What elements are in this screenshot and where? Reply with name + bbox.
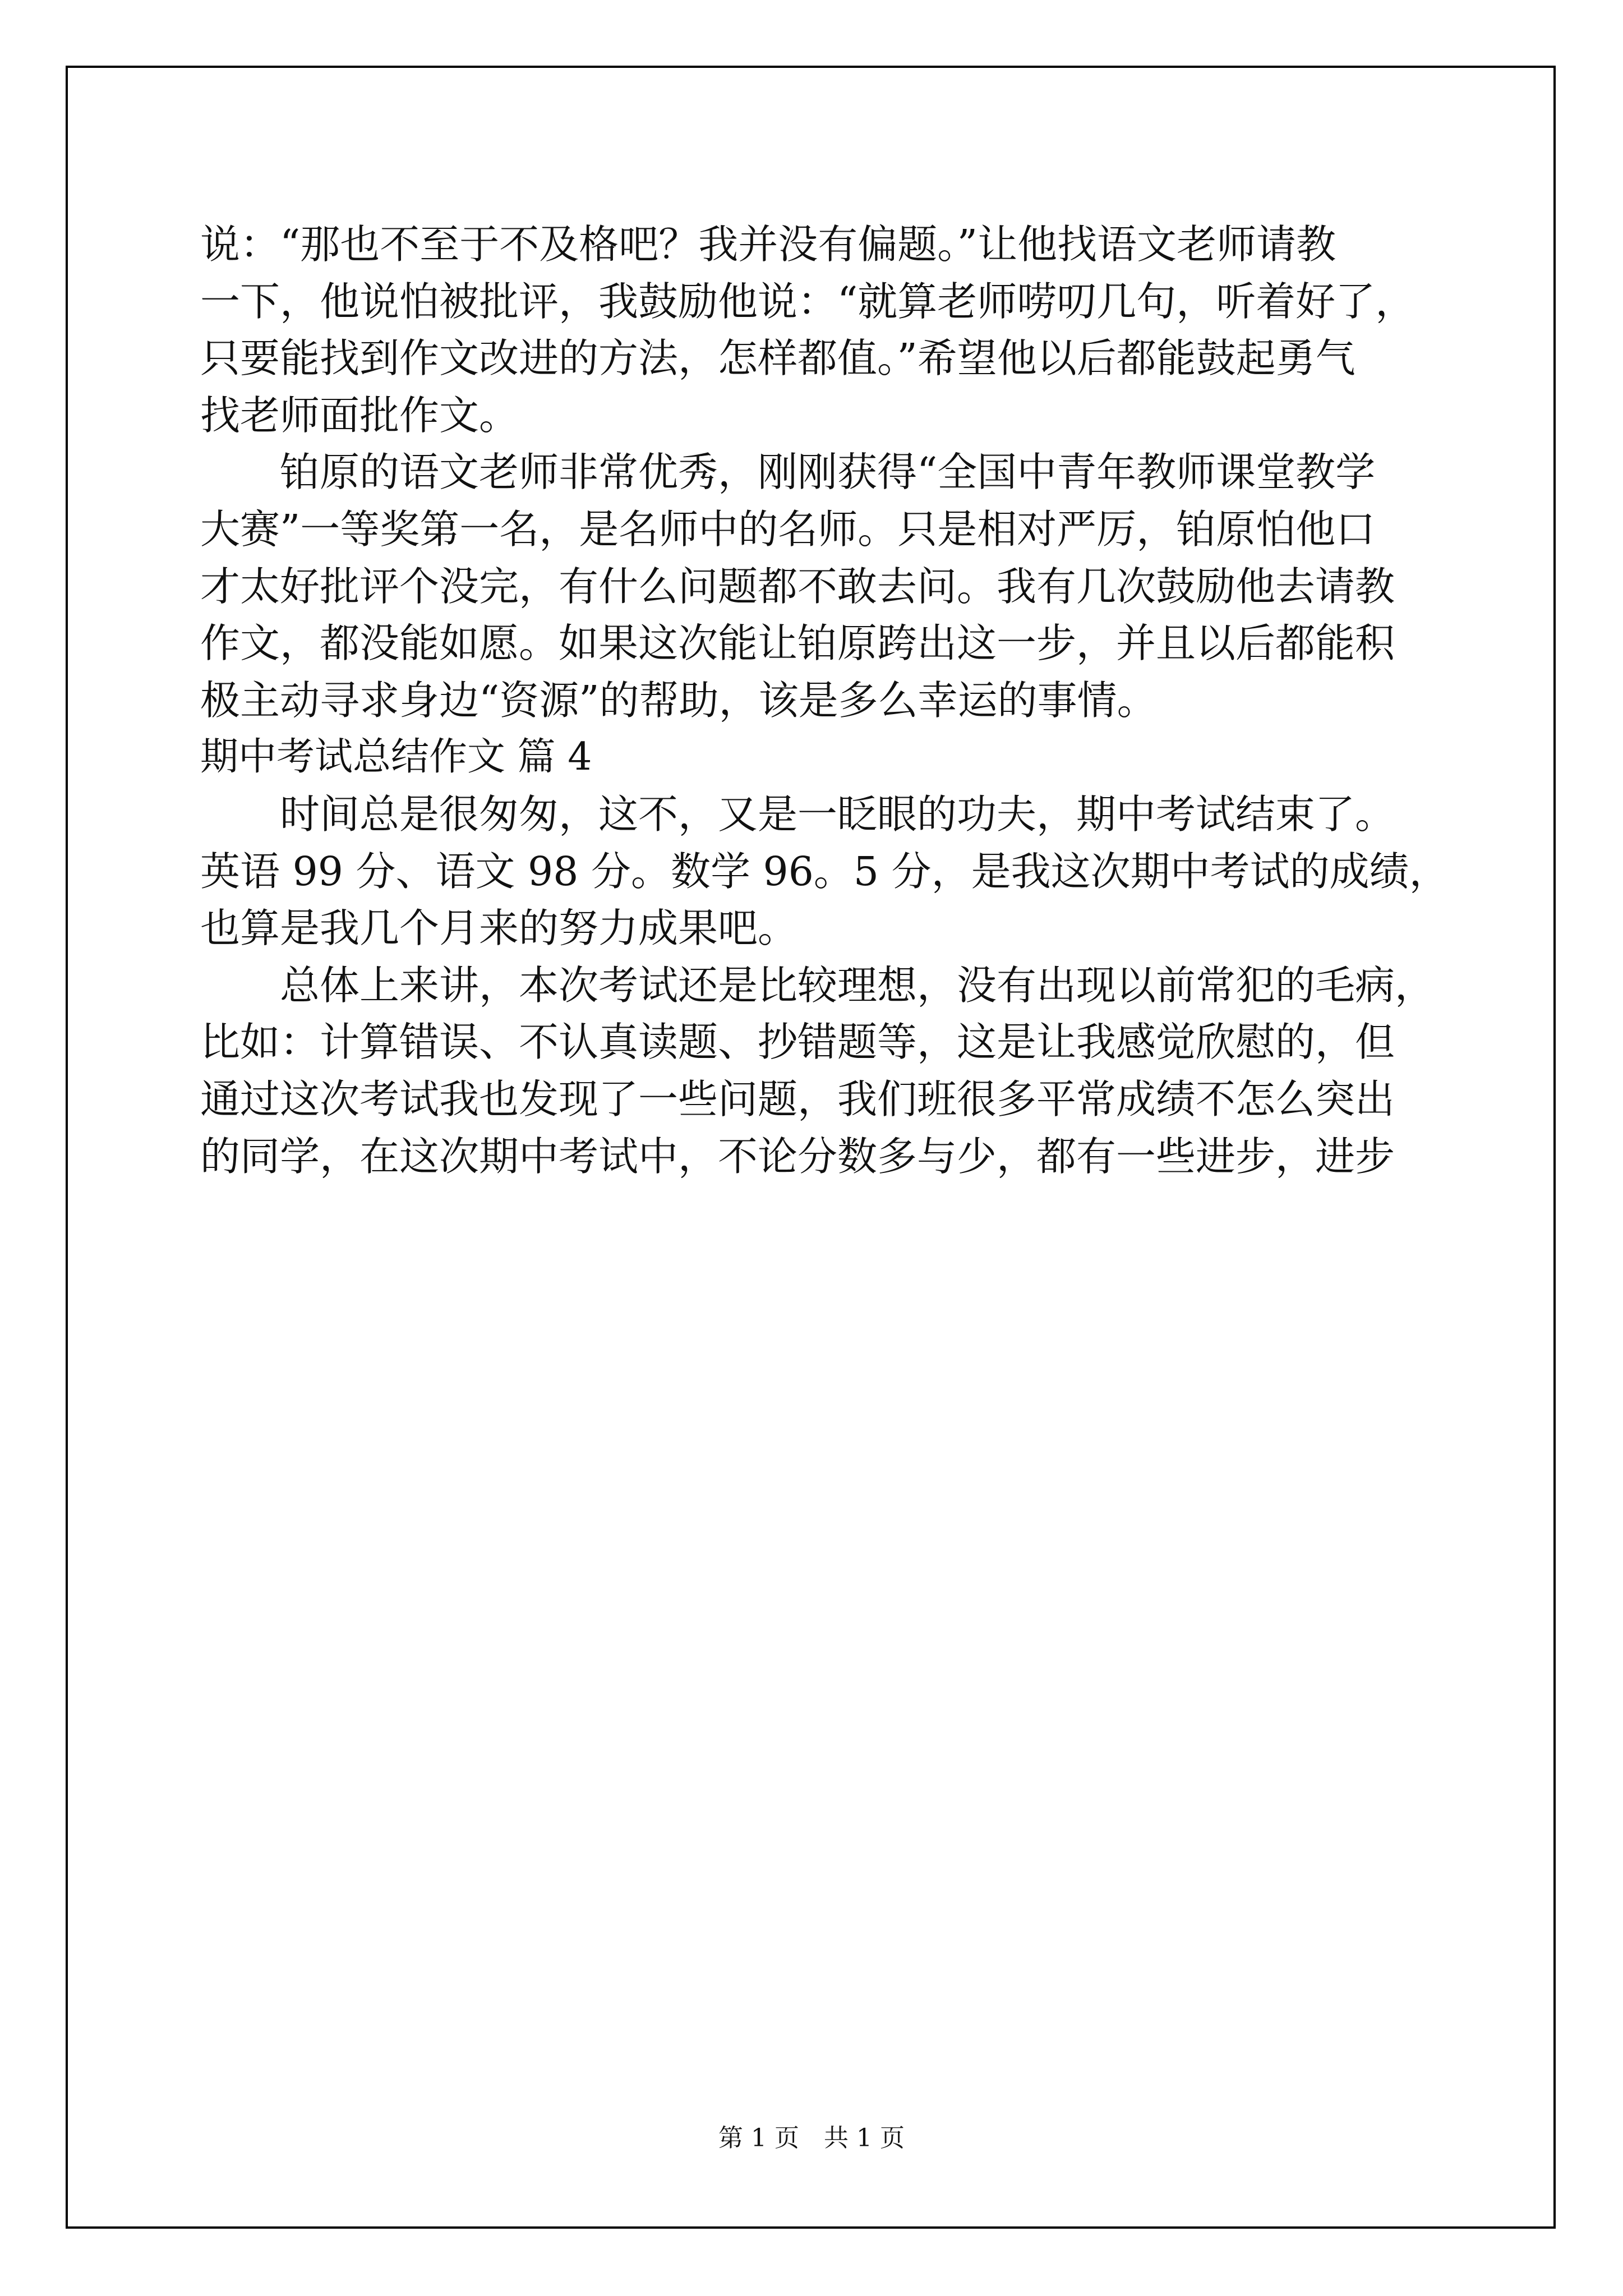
text-line: 铂原的语文老师非常优秀，刚刚获得“全国中青年教师课堂教学 (280, 449, 1376, 496)
page-footer: 第 1 页 共 1 页 (718, 2124, 905, 2152)
text-line: 一下，他说怕被批评，我鼓励他说：“就算老师唠叨几句，听着好了， (200, 278, 1415, 325)
text-line: 通过这次考试我也发现了一些问题，我们班很多平常成绩不怎么突出 (200, 1075, 1395, 1122)
text-line: 极主动寻求身边“资源”的帮助，该是多么幸运的事情。 (200, 677, 1157, 724)
text-line: 才太好批评个没完，有什么问题都不敢去问。我有几次鼓励他去请教 (200, 563, 1395, 610)
text-line: 作文，都没能如愿。如果这次能让铂原跨出这一步，并且以后都能积 (200, 620, 1395, 667)
document-body (200, 216, 1490, 1185)
text-line: 的同学，在这次期中考试中，不论分数多与少，都有一些进步，进步 (200, 1133, 1395, 1180)
text-line: 只要能找到作文改进的方法，怎样都值。”希望他以后都能鼓起勇气 (200, 335, 1355, 382)
text-line: 找老师面批作文。 (200, 392, 519, 439)
section-heading: 期中考试总结作文 篇 4 (200, 735, 592, 780)
text-line: 比如：计算错误、不认真读题、抄错题等，这是让我感觉欣慰的，但 (200, 1019, 1395, 1066)
text-line: 说：“那也不至于不及格吧？我并没有偏题。”让他找语文老师请教 (200, 221, 1336, 268)
text-line: 也算是我几个月来的努力成果吧。 (200, 905, 798, 952)
text-line: 英语 99 分、语文 98 分。数学 96。5 分，是我这次期中考试的成绩， (200, 848, 1449, 895)
text-line: 总体上来讲，本次考试还是比较理想，没有出现以前常犯的毛病， (280, 961, 1435, 1009)
text-line: 大赛”一等奖第一名，是名师中的名师。只是相对严厉，铂原怕他口 (200, 505, 1376, 553)
text-line: 时间总是很匆匆，这不，又是一眨眼的功夫，期中考试结束了。 (280, 790, 1395, 838)
